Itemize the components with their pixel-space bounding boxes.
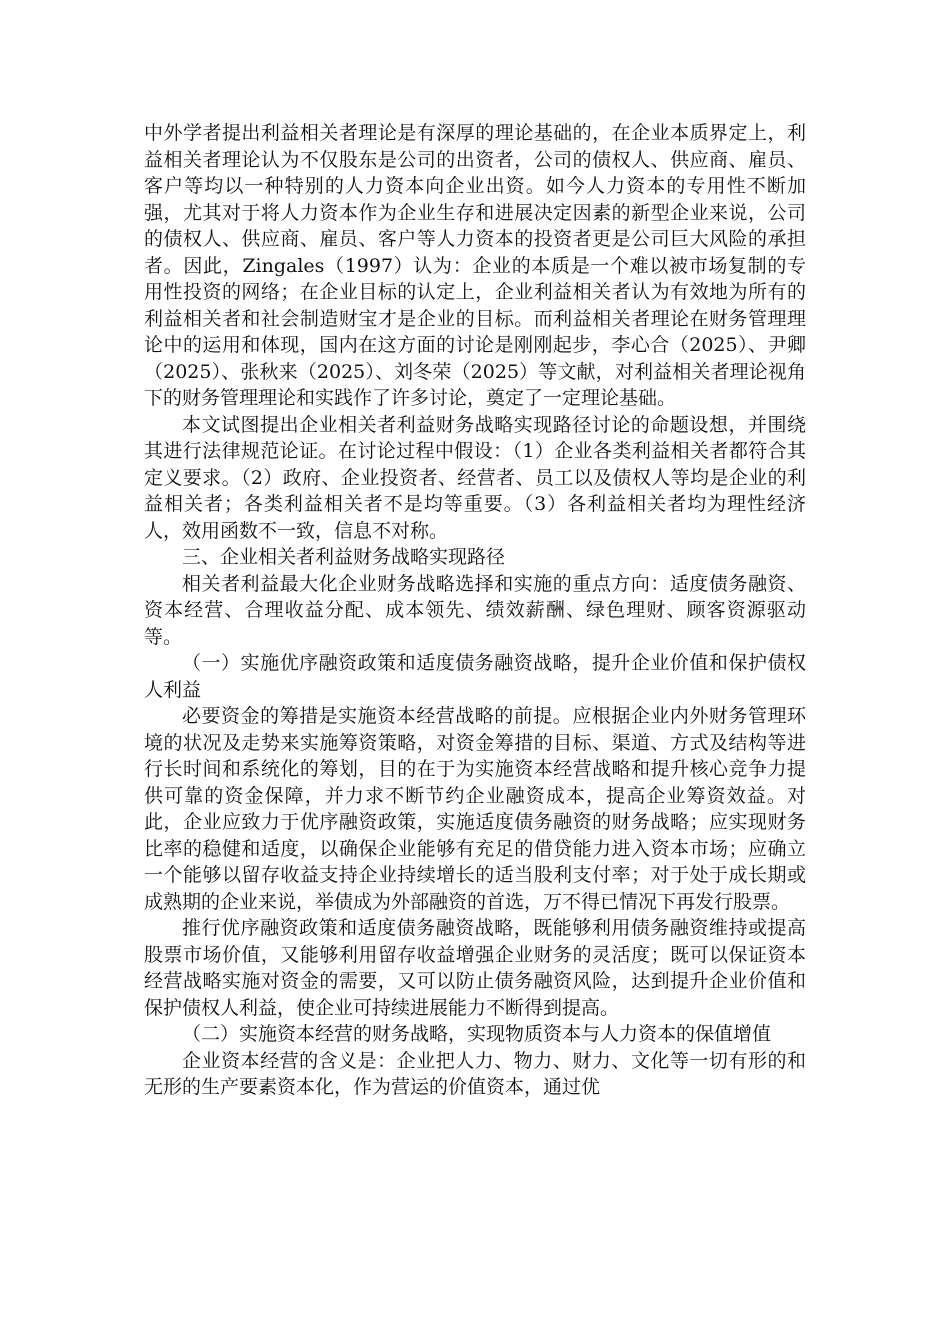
body-paragraph: 本文试图提出企业相关者利益财务战略实现路径讨论的命题设想，并围绕其进行法律规范论证。在讨论过程中假设：（1）企业各类利益相关者都符合其定义要求。（2）政府、企业投资者、经营者、员工以及债权人等均是企业的利益相关者；各类利益相关者不是均等重要。（3）各利益相关者均为理性经济人，效用函数不一致，信息不对称。 xyxy=(144,413,806,542)
body-paragraph: 中外学者提出利益相关者理论是有深厚的理论基础的，在企业本质界定上，利益相关者理论认为不仅股东是公司的出资者，公司的债权人、供应商、雇员、客户等均以一种特别的人力资本向企业出资。如今人力资本的专用性不断加强，尤其对于将人力资本作为企业生存和进展决定因素的新型企业来说，公司的债权人、供应商、雇员、客户等人力资本的投资者更是公司巨大风险的承担者。因此，Zingales（1997）认为：企业的本质是一个难以被市场复制的专用性投资的网络；在企业目标的认定上，企业利益相关者认为有效地为所有的利益相关者和社会制造财宝才是企业的目标。而利益相关者理论在财务管理理论中的运用和体现，国内在这方面的讨论是刚刚起步，李心合（2025）、尹卿（2025）、张秋来（2025）、刘冬荣（2025）等文献，对利益相关者理论视角下的财务管理理论和实践作了许多讨论，奠定了一定理论基础。 xyxy=(144,122,806,409)
body-paragraph: 相关者利益最大化企业财务战略选择和实施的重点方向：适度债务融资、资本经营、合理收益分配、成本领先、绩效薪酬、绿色理财、顾客资源驱动等。 xyxy=(144,572,806,648)
subsection-heading: （二）实施资本经营的财务战略，实现物质资本与人力资本的保值增值 xyxy=(182,1023,772,1045)
document-page xyxy=(144,120,806,1101)
section-heading: 三、企业相关者利益财务战略实现路径 xyxy=(182,546,506,568)
body-paragraph: 企业资本经营的含义是：企业把人力、物力、财力、文化等一切有形的和无形的生产要素资本化，作为营运的价值资本，通过优 xyxy=(144,1049,806,1098)
body-paragraph: 推行优序融资政策和适度债务融资战略，既能够利用债务融资维持或提高股票市场价值，又能够利用留存收益增强企业财务的灵活度；既可以保证资本经营战略实施对资金的需要，又可以防止债务融资风险，达到提升企业价值和保护债权人利益，使企业可持续进展能力不断得到提高。 xyxy=(144,917,806,1019)
body-paragraph: 必要资金的筹措是实施资本经营战略的前提。应根据企业内外财务管理环境的状况及走势来实施筹资策略，对资金筹措的目标、渠道、方式及结构等进行长时间和系统化的筹划，目的在于为实施资本经营战略和提升核心竞争力提供可靠的资金保障，并力求不断节约企业融资成本，提高企业筹资效益。对此，企业应致力于优序融资政策，实施适度债务融资的财务战略；应实现财务比率的稳健和适度，以确保企业能够有充足的借贷能力进入资本市场；应确立一个能够以留存收益支持企业持续增长的适当股利支付率；对于处于成长期或成熟期的企业来说，举债成为外部融资的首选，万不得已情况下再发行股票。 xyxy=(144,705,806,913)
subsection-heading: （一）实施优序融资政策和适度债务融资战略，提升企业价值和保护债权人利益 xyxy=(144,652,806,701)
